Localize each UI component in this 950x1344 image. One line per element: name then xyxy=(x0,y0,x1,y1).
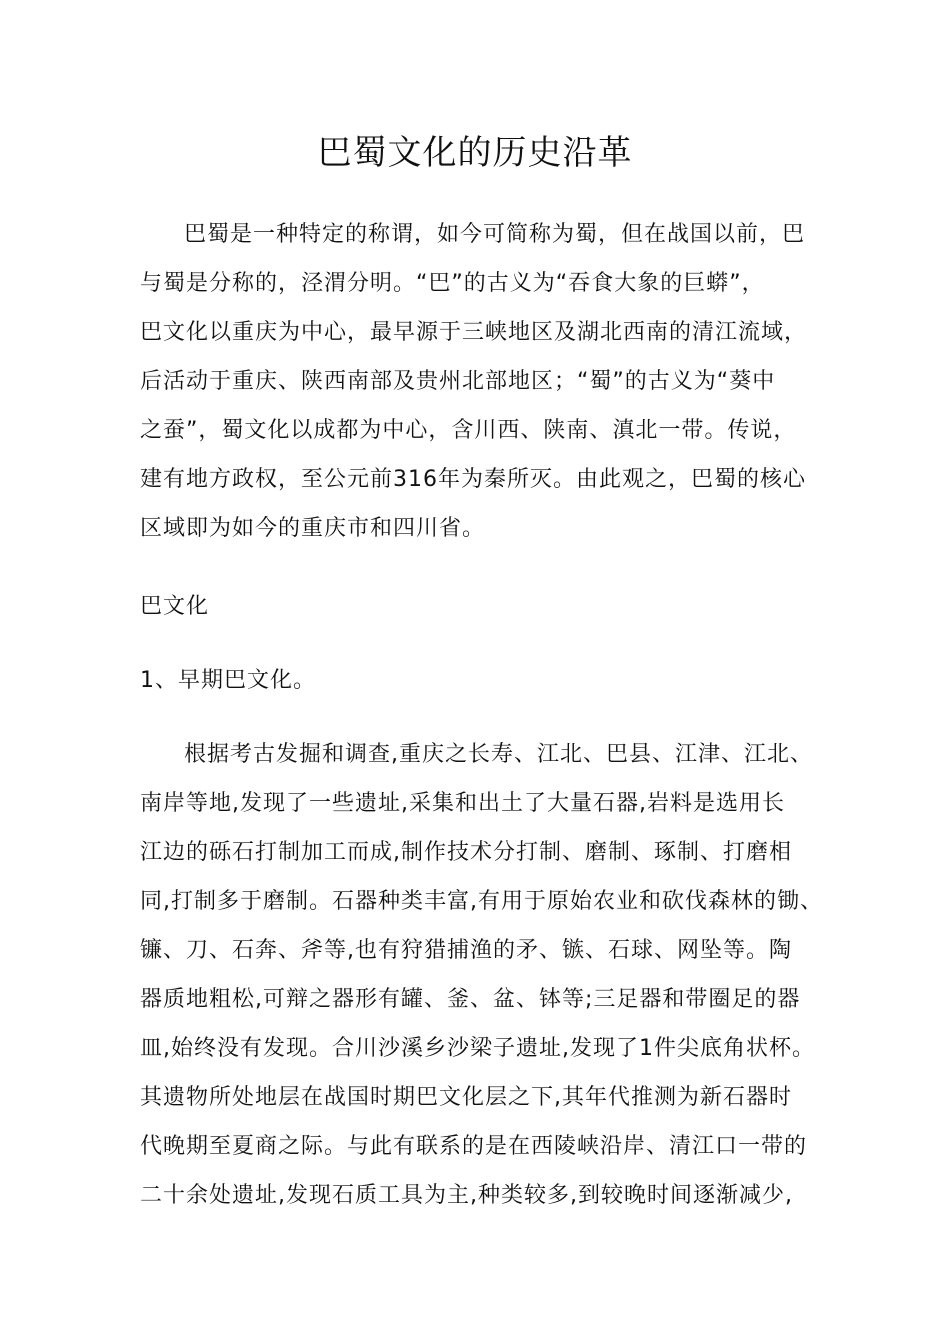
text-line: 其遗物所处地层在战国时期巴文化层之下,其年代推测为新石器时 xyxy=(140,1085,792,1110)
text-line: 后活动于重庆、陕西南部及贵州北部地区；“蜀”的古义为“葵中 xyxy=(140,369,776,394)
early-ba-paragraph xyxy=(140,730,840,1220)
document-title: 巴蜀文化的历史沿革 xyxy=(317,133,633,173)
text-line: 区域即为如今的重庆市和四川省。 xyxy=(140,516,486,541)
text-line: 镰、刀、石奔、斧等,也有狩猎捕渔的矛、镞、石球、网坠等。陶 xyxy=(140,938,792,963)
text-line: 代晚期至夏商之际。与此有联系的是在西陵峡沿岸、清江口一带的 xyxy=(140,1134,808,1159)
text-line: 器质地粗松,可辩之器形有罐、釜、盆、钵等;三足器和带圈足的器 xyxy=(140,987,801,1012)
text-line: 江边的砾石打制加工而成,制作技术分打制、磨制、琢制、打磨相 xyxy=(140,840,792,865)
section-heading-block xyxy=(140,582,840,631)
text-line: 根据考古发掘和调查,重庆之长寿、江北、巴县、江津、江北、 xyxy=(184,742,813,767)
text-line: 建有地方政权，至公元前316年为秦所灭。由此观之，巴蜀的核心 xyxy=(140,467,806,492)
early-ba-text xyxy=(140,730,840,1220)
text-line: 巴文化以重庆为中心，最早源于三峡地区及湖北西南的清江流域， xyxy=(140,320,808,345)
text-line: 皿,始终没有发现。合川沙溪乡沙梁子遗址,发现了1件尖底角状杯。 xyxy=(140,1036,815,1061)
text-line: 之蚕”，蜀文化以成都为中心，含川西、陕南、滇北一带。传说， xyxy=(140,418,797,443)
subsection-heading-block xyxy=(140,656,840,705)
section-heading: 巴文化 xyxy=(140,594,210,619)
intro-text xyxy=(140,210,840,553)
text-line: 二十余处遗址,发现石质工具为主,种类较多,到较晚时间逐渐减少, xyxy=(140,1183,793,1208)
text-line: 与蜀是分称的，泾渭分明。“巴”的古义为“吞食大象的巨蟒”， xyxy=(140,271,765,296)
text-line: 巴蜀是一种特定的称谓，如今可简称为蜀，但在战国以前，巴 xyxy=(184,222,806,247)
subsection-heading: 1、早期巴文化。 xyxy=(140,668,316,693)
intro-paragraph xyxy=(140,210,840,553)
text-line: 同,打制多于磨制。石器种类丰富,有用于原始农业和砍伐森林的锄、 xyxy=(140,889,823,914)
text-line: 南岸等地,发现了一些遗址,采集和出土了大量石器,岩料是选用长 xyxy=(140,791,785,816)
